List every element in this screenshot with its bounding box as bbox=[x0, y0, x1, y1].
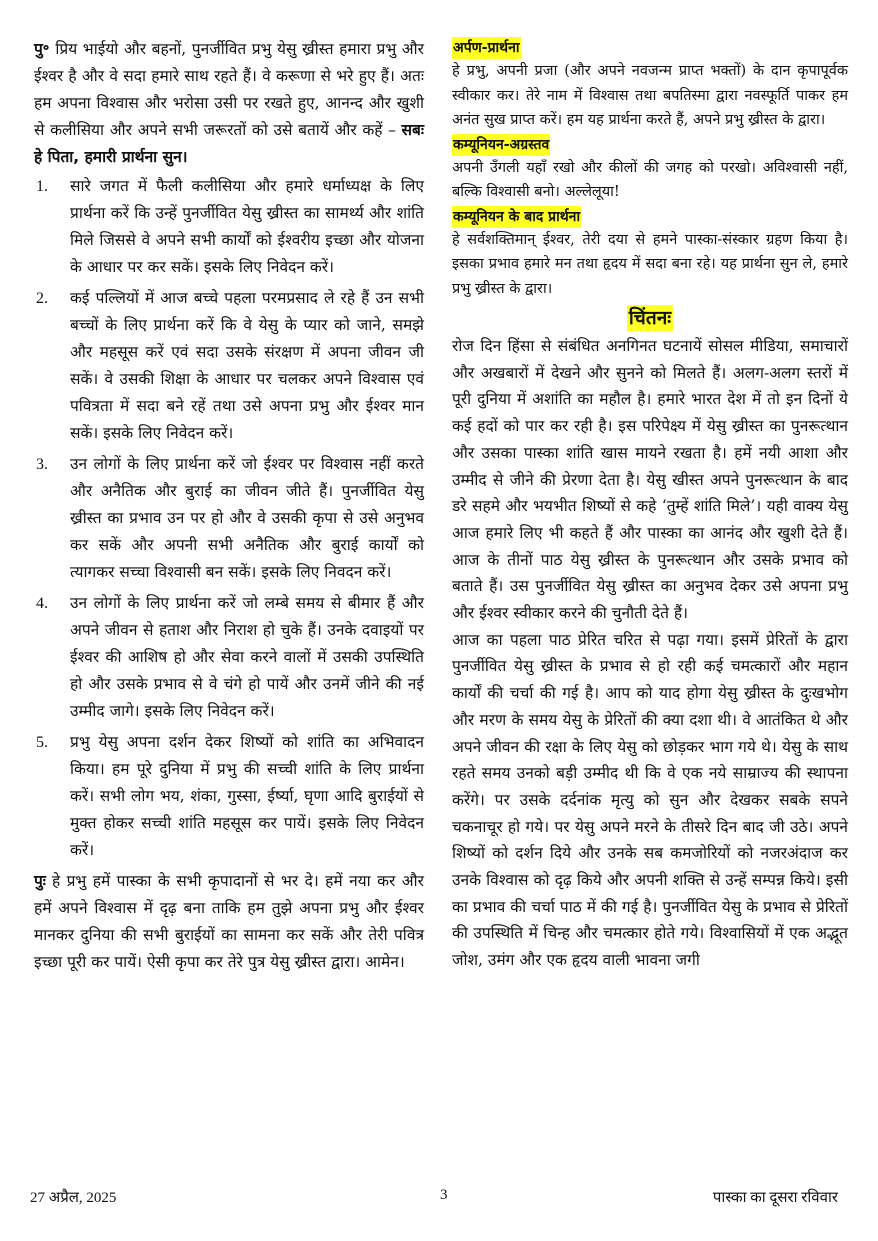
intention-text: उन लोगों के लिए प्रार्थना करें जो ईश्वर पर विश्वास नहीं करते और अनैतिक और बुराई का जीवन जीते हैं। पुनर्जीवित येसु ख्रीस्त का प्रभाव उन पर हो और वे उसकी कृपा से उसे अनुभव कर सकें और अपनी सभी अनैतिक और बुराई कार्यों को त्यागकर सच्चा विश्वासी बन सकें। इसके लिए निवदन करें। bbox=[70, 455, 424, 581]
intention-text: कई पल्लियों में आज बच्चे पहला परमप्रसाद ले रहे हैं उन सभी बच्चों के लिए प्रार्थना करें कि वे येसु के प्यार को जाने, समझे और महसूस करें एवं सदा उसके संरक्षण में अपना जीवन जी सकें। वे उसकी शिक्षा के आधार पर चलकर अपने विश्वास एवं पवित्रता में सदा बने रहें तथा उसे अपना प्रभु और ईश्वर मान सकें। इसके लिए निवेदन करें। bbox=[70, 289, 424, 442]
footer-title: पास्का का दूसरा रविवार bbox=[712, 1190, 838, 1206]
offering-section bbox=[452, 36, 848, 133]
closing-text: हे प्रभु हमें पास्का के सभी कृपादानों से भर दे। हमें नया कर और हमें अपने विश्वास में दृढ़ बना ताकि हम तुझे अपना प्रभु और ईश्वर मानकर दुनिया की सभी बुराईयों का सामना कर सकें और तेरी पवित्र इच्छा पूरी कर पायें। ऐसी कृपा कर तेरे पुत्र येसु ख्रीस्त द्वारा। आमेन। bbox=[34, 872, 424, 971]
left-column bbox=[34, 36, 424, 976]
intention-item bbox=[34, 729, 424, 864]
intention-item bbox=[34, 451, 424, 586]
closing-prayer bbox=[34, 868, 424, 976]
intention-item bbox=[34, 285, 424, 447]
reflection-heading-wrap bbox=[452, 305, 848, 331]
reflection-paragraph: रोज दिन हिंसा से संबंधित अनगिनत घटनायें सोसल मीडिया, समाचारों और अखबारों में देखने और सुनने को मिलते हैं। अलग-अलग स्तरों में पूरी दुनिया में अशांति का महौल है। हमारे भारत देश में तो इन दिनों ये कई हदों को पार कर रही है। इस परिपेक्ष्य में येसु ख्रीस्त का पुनरूत्थान और उसका पास्का शांति खास मायने रखता है। हमें नयी आशा और उम्मीद से जीने की प्रेरणा देता है। येसु खीस्त अपने पुनरूत्थान के बाद डरे सहमे और भयभीत शिष्यों से कहे ‘तुम्हें शांति मिले’। यही वाक्य येसु आज हमारे लिए भी कहते हैं और पास्का का आनंद और खुशी देते हैं। आज के तीनों पाठ येसु ख्रीस्त के पुनरूत्थान और उसके प्रभाव को बताते हैं। उस पुनर्जीवित येसु ख्रीस्त का अनुभव देकर उसे अपना प्रभु और ईश्वर स्वीकार करने की चुनौती देते हैं। bbox=[452, 337, 848, 623]
priest-prefix: पु॰ bbox=[34, 40, 50, 58]
intention-item bbox=[34, 173, 424, 281]
offering-text: हे प्रभु, अपनी प्रजा (और अपने नवजन्म प्राप्त भक्तों) के दान कृपापूर्वक स्वीकार कर। तेरे नाम में विश्वास तथा बपतिस्मा द्वारा नवस्फूर्ति पाकर हम अनंत सुख प्राप्त करें। हम यह प्रार्थना करते हैं, अपने प्रभु ख्रीस्त के द्वारा। bbox=[452, 63, 848, 128]
communion-antiphon-text: अपनी उँगली यहाँ रखो और कीलों की जगह को परखो। अविश्वासी नहीं, बल्कि विश्वासी बनो। अल्लेलूया! bbox=[452, 159, 848, 200]
opening-prayer bbox=[34, 36, 424, 171]
congregation-response: सबः हे पिता, हमारी प्रार्थना सुन। bbox=[34, 121, 424, 166]
post-communion-heading: कम्यूनियन के बाद प्रार्थना bbox=[452, 206, 581, 228]
intention-item bbox=[34, 590, 424, 725]
reflection-section bbox=[452, 305, 848, 974]
offering-heading: अर्पण-प्रार्थना bbox=[452, 37, 521, 59]
intention-number: 5. bbox=[36, 734, 48, 751]
priest-prefix: पुः bbox=[34, 872, 46, 890]
intention-text: उन लोगों के लिए प्रार्थना करें जो लम्बे समय से बीमार हैं और अपने जीवन से हताश और निराश हो चुके हैं। उनके दवाइयों पर ईश्वर की आशिष हो और सेवा करने वालों में उसकी उपस्थिति हो और उसके प्रभाव से वे चंगे हो पायें और उनमें जीने की नई उम्मीद जागे। इसके लिए निवेदन करें। bbox=[70, 594, 424, 720]
footer-date: 27 अप्रैल, 2025 bbox=[30, 1190, 117, 1206]
intentions-list bbox=[34, 173, 424, 864]
post-communion-text: हे सर्वशक्तिमान् ईश्वर, तेरी दया से हमने पास्का-संस्कार ग्रहण किया है। इसका प्रभाव हमारे मन तथा हृदय में सदा बना रहे। यह प्रार्थना सुन ले, हमारे प्रभु ख्रीस्त के द्वारा। bbox=[452, 231, 848, 297]
reflection-paragraph: आज का पहला पाठ प्रेरित चरित से पढ़ा गया। इसमें प्रेरितों के द्वारा पुनर्जीवित येसु ख्रीस्त के प्रभाव से हो रही कई चमत्कारों और महान कार्यों की चर्चा की गई है। आप को याद होगा येसु ख्रीस्त के दुःखभोग और मरण के समय येसु के प्रेरितों की क्या दशा थी। वे आतंकित थे और अपने जीवन की रक्षा के लिए येसु को छोड़कर भाग गये थे। येसु के साथ रहते समय उनको बड़ी उम्मीद थी कि वे एक नये साम्राज्य की स्थापना करेंगे। पर उसके दर्दनांक मृत्यु को सुन और देखकर सबके सपने चकनाचूर हो गये। पर येसु अपने मरने के तीसरे दिन बाद जी उठे। अपने शिष्यों को दर्शन दिये और उनके सब कमजोरियों को नजरअंदाज कर उनके विश्वास को दृढ़ किये और अपनी शक्ति से उन्हें सम्पन्न किये। इसी का प्रभाव की चर्चा पाठ में की गई है। पुनर्जीवित येसु के प्रभाव से प्रेरितों की उपस्थिति में चिन्ह और चमत्कार होते गये। विश्वासियों में एक अद्भूत जोश, उमंग और एक हृदय वाली भावना जगी bbox=[452, 630, 848, 970]
communion-antiphon-heading: कम्यूनियन-अग्रस्तव bbox=[452, 134, 550, 156]
opening-text: प्रिय भाईयो और बहनों, पुनर्जीवित प्रभु येसु ख्रीस्त हमारा प्रभु और ईश्वर है और वे सदा हमारे साथ रहते हैं। वे करूणा से भरे हुए हैं। अतः हम अपना विश्वास और भरोसा उसी पर रखते हुए, आनन्द और खुशी से कलीसिया और अपने सभी जरूरतों को उसे बतायें और कहें – bbox=[34, 40, 424, 139]
intention-number: 1. bbox=[36, 178, 48, 195]
intention-number: 4. bbox=[36, 595, 48, 612]
intention-number: 3. bbox=[36, 456, 48, 473]
communion-antiphon-section bbox=[452, 133, 848, 205]
footer-page-number: 3 bbox=[440, 1187, 448, 1203]
post-communion-section bbox=[452, 205, 848, 302]
intention-text: प्रभु येसु अपना दर्शन देकर शिष्यों को शांति का अभिवादन किया। हम पूरे दुनिया में प्रभु की सच्ची शांति के लिए प्रार्थना करें। सभी लोग भय, शंका, गुस्सा, ईर्ष्या, घृणा आदि बुराईयों से मुक्त होकर सच्ची शांति महसूस कर पायें। इसके लिए निवेदन करें। bbox=[70, 733, 424, 859]
right-column bbox=[452, 36, 848, 974]
intention-number: 2. bbox=[36, 290, 48, 307]
intention-text: सारे जगत में फैली कलीसिया और हमारे धर्माध्यक्ष के लिए प्रार्थना करें कि उन्हें पुनर्जीवित येसु ख्रीस्त का सामर्थ्य और शांति मिले जिससे वे अपने सभी कार्यों को ईश्वरीय इच्छा और योजना के आधार पर कर सकें। इसके लिए निवेदन करें। bbox=[70, 177, 424, 276]
reflection-heading: चिंतनः bbox=[628, 307, 672, 329]
